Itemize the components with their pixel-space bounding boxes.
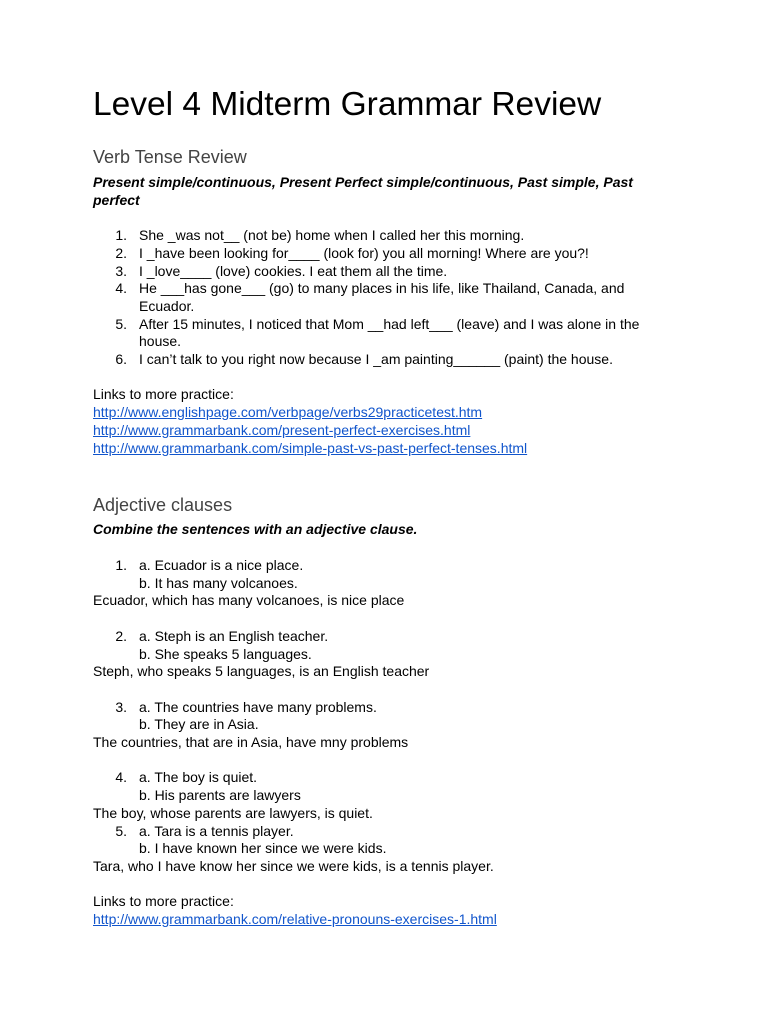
item-number: 3. bbox=[115, 262, 127, 279]
verb-item bbox=[93, 280, 664, 315]
item-number: 1. bbox=[115, 557, 127, 574]
page-title: Level 4 Midterm Grammar Review bbox=[93, 86, 602, 123]
document-content bbox=[93, 85, 664, 929]
adjective-item bbox=[93, 823, 664, 876]
sentence-a: a. Steph is an English teacher. bbox=[139, 627, 329, 644]
sentence-a-row bbox=[93, 823, 664, 841]
combined-answer: Tara, who I have know her since we were kids, is a tennis player. bbox=[93, 857, 494, 874]
sentence-a-row bbox=[93, 557, 664, 575]
item-number: 4. bbox=[115, 769, 127, 786]
item-number: 2. bbox=[115, 627, 127, 644]
verb-item bbox=[93, 263, 664, 281]
item-sentence: I _love____ (love) cookies. I eat them all the time. bbox=[139, 262, 448, 279]
verb-item bbox=[93, 316, 664, 351]
item-number: 2. bbox=[115, 244, 127, 261]
adjective-item bbox=[93, 628, 664, 681]
sentence-a-row bbox=[93, 628, 664, 646]
practice-link[interactable]: http://www.grammarbank.com/present-perfect-exercises.html bbox=[93, 421, 471, 438]
combined-answer: The countries, that are in Asia, have mny problems bbox=[93, 734, 409, 751]
verb-practice-links bbox=[93, 386, 664, 457]
item-number: 3. bbox=[115, 698, 127, 715]
sentence-a-row bbox=[93, 769, 664, 787]
sentence-a: a. Tara is a tennis player. bbox=[139, 822, 294, 839]
sentence-a: a. Ecuador is a nice place. bbox=[139, 557, 304, 574]
sentence-a: a. The countries have many problems. bbox=[139, 698, 377, 715]
item-number: 1. bbox=[115, 227, 127, 244]
adjective-exercise-list bbox=[93, 557, 664, 876]
verb-section-instructions: Present simple/continuous, Present Perfect simple/continuous, Past simple, Past perfect bbox=[93, 174, 633, 208]
sentence-b: b. They are in Asia. bbox=[139, 716, 259, 733]
adjective-item bbox=[93, 769, 664, 822]
adjective-practice-links bbox=[93, 893, 664, 928]
item-sentence: He ___has gone___ (go) to many places in his life, like Thailand, Canada, and Ecuador. bbox=[139, 280, 625, 314]
combined-answer: The boy, whose parents are lawyers, is quiet. bbox=[93, 804, 373, 821]
adjective-section-instructions: Combine the sentences with an adjective clause. bbox=[93, 520, 418, 537]
adjective-section-heading: Adjective clauses bbox=[93, 494, 233, 515]
verb-item bbox=[93, 227, 664, 245]
verb-exercise-list bbox=[93, 227, 664, 369]
sentence-b: b. I have known her since we were kids. bbox=[139, 840, 387, 857]
combined-answer: Ecuador, which has many volcanoes, is nice place bbox=[93, 592, 405, 609]
verb-item bbox=[93, 245, 664, 263]
item-number: 4. bbox=[115, 280, 127, 297]
practice-link[interactable]: http://www.englishpage.com/verbpage/verbs29practicetest.htm bbox=[93, 404, 483, 421]
links-label: Links to more practice: bbox=[93, 893, 234, 910]
sentence-b: b. His parents are lawyers bbox=[139, 787, 301, 804]
verb-section-heading: Verb Tense Review bbox=[93, 147, 247, 167]
practice-link[interactable]: http://www.grammarbank.com/simple-past-vs-past-perfect-tenses.html bbox=[93, 439, 528, 456]
item-number: 5. bbox=[115, 822, 127, 839]
verb-item bbox=[93, 351, 664, 369]
item-sentence: She _was not__ (not be) home when I called her this morning. bbox=[139, 227, 525, 244]
item-number: 6. bbox=[115, 351, 127, 368]
adjective-item bbox=[93, 557, 664, 610]
sentence-b: b. It has many volcanoes. bbox=[139, 574, 298, 591]
combined-answer: Steph, who speaks 5 languages, is an English teacher bbox=[93, 663, 430, 680]
links-label: Links to more practice: bbox=[93, 386, 234, 403]
item-sentence: After 15 minutes, I noticed that Mom __had left___ (leave) and I was alone in the house. bbox=[139, 315, 640, 350]
practice-link[interactable]: http://www.grammarbank.com/relative-pronouns-exercises-1.html bbox=[93, 911, 497, 928]
item-sentence: I _have been looking for____ (look for) you all morning! Where are you?! bbox=[139, 244, 589, 261]
adjective-item bbox=[93, 699, 664, 752]
sentence-b: b. She speaks 5 languages. bbox=[139, 645, 312, 662]
item-number: 5. bbox=[115, 315, 127, 332]
sentence-a-row bbox=[93, 699, 664, 717]
sentence-a: a. The boy is quiet. bbox=[139, 769, 258, 786]
item-sentence: I can’t talk to you right now because I _am painting______ (paint) the house. bbox=[139, 351, 613, 368]
